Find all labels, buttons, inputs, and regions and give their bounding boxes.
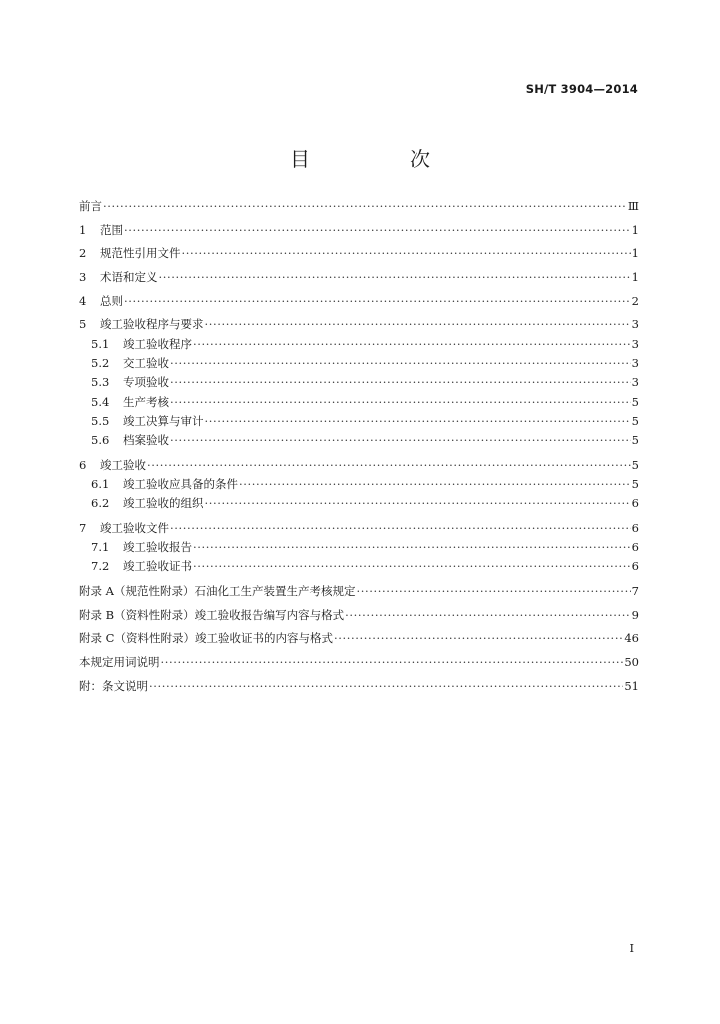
toc-entry-label: 竣工验收文件 [100,520,169,535]
toc-entry [79,375,639,390]
toc-leader-dots [170,433,631,448]
toc-entry-page: 3 [631,375,639,390]
toc-entry [79,584,639,599]
toc-entry-label: 竣工验收应具备的条件 [123,477,238,492]
toc-entry [79,337,639,352]
toc-leader-dots [193,337,631,352]
toc-leader-dots [345,608,631,623]
toc-leader-dots [205,317,631,332]
toc-entry-page: 3 [631,336,639,351]
toc-entry-page: 6 [631,520,639,535]
toc-entry-page: 1 [631,246,639,261]
page-title: 目 次 [290,147,470,171]
toc-entry-page: 46 [624,631,639,646]
toc-entry-page: 1 [631,270,639,285]
toc-entry-label: 交工验收 [123,356,169,371]
toc-entry-label: 档案验收 [123,433,169,448]
toc-entry [79,395,639,410]
toc-entry-page: 5 [631,394,639,409]
toc-entry-label: 竣工验收 [100,457,146,472]
toc-entry [79,294,639,309]
toc-entry-label: 生产考核 [123,394,169,409]
standard-code: SH/T 3904—2014 [525,82,638,96]
table-of-contents [79,199,639,694]
toc-leader-dots [170,375,631,390]
toc-entry-number: 6.2 [91,496,110,511]
toc-entry-number: 5.4 [91,394,110,409]
toc-entry [79,199,639,214]
toc-entry-page: 5 [631,433,639,448]
toc-entry [79,608,639,623]
toc-entry-page: 3 [631,317,639,332]
toc-entry-label: 术语和定义 [100,270,158,285]
toc-entry-label: 附录 C（资料性附录）竣工验收证书的内容与格式 [79,631,333,646]
toc-entry-number: 6 [79,457,87,472]
toc-leader-dots [147,458,631,473]
toc-entry-label: 附录 A（规范性附录）石油化工生产装置生产考核规定 [79,583,356,598]
toc-entry-page: 50 [624,654,639,669]
toc-entry [79,521,639,536]
toc-entry [79,679,639,694]
toc-leader-dots [193,559,631,574]
toc-entry-label: 竣工验收程序 [123,336,192,351]
toc-entry [79,458,639,473]
toc-entry-label: 范围 [100,222,123,237]
toc-entry-number: 2 [79,246,87,261]
toc-entry [79,559,639,574]
toc-leader-dots [170,356,631,371]
toc-entry-number: 5.6 [91,433,110,448]
toc-entry-number: 4 [79,293,87,308]
toc-entry-number: 5 [79,317,87,332]
toc-leader-dots [193,540,631,555]
toc-entry-label: 附：条文说明 [79,678,148,693]
toc-entry-label: 竣工验收程序与要求 [100,317,204,332]
toc-entry-label: 专项验收 [123,375,169,390]
toc-leader-dots [124,223,631,238]
toc-entry-page: 1 [631,222,639,237]
toc-entry-label: 本规定用词说明 [79,654,160,669]
toc-leader-dots [334,631,623,646]
toc-entry-page: 9 [631,607,639,622]
toc-entry [79,655,639,670]
toc-entry-number: 6.1 [91,477,110,492]
toc-entry [79,246,639,261]
toc-leader-dots [103,199,627,214]
toc-entry-page: 5 [631,413,639,428]
toc-entry-number: 5.3 [91,375,110,390]
toc-entry-label: 附录 B（资料性附录）竣工验收报告编写内容与格式 [79,607,345,622]
toc-entry-number: 7.2 [91,559,110,574]
toc-leader-dots [170,521,631,536]
toc-entry [79,433,639,448]
toc-entry-page: 7 [631,583,639,598]
toc-leader-dots [205,414,631,429]
toc-entry-label: 竣工决算与审计 [123,413,204,428]
toc-entry-page: 6 [631,559,639,574]
toc-entry [79,540,639,555]
toc-entry [79,356,639,371]
page-number: I [629,941,634,955]
toc-entry [79,317,639,332]
toc-entry-number: 3 [79,270,87,285]
toc-entry-page: Ⅲ [627,199,639,213]
toc-entry-number: 5.5 [91,413,110,428]
toc-entry-label: 总则 [100,293,123,308]
toc-entry [79,270,639,285]
toc-entry-page: 5 [631,477,639,492]
toc-entry-label: 竣工验收证书 [123,559,192,574]
toc-entry [79,631,639,646]
toc-entry-label: 规范性引用文件 [100,246,181,261]
toc-entry-number: 7 [79,520,87,535]
toc-leader-dots [124,294,631,309]
toc-leader-dots [159,270,631,285]
toc-entry [79,414,639,429]
toc-entry-page: 6 [631,496,639,511]
toc-leader-dots [161,655,624,670]
toc-entry-number: 5.2 [91,356,110,371]
toc-entry-label: 竣工验收报告 [123,540,192,555]
toc-leader-dots [182,246,631,261]
toc-entry-page: 6 [631,540,639,555]
toc-entry [79,223,639,238]
toc-entry [79,477,639,492]
toc-entry-number: 1 [79,222,87,237]
toc-leader-dots [149,679,623,694]
toc-entry-page: 3 [631,356,639,371]
toc-entry-number: 5.1 [91,336,110,351]
toc-leader-dots [205,496,631,511]
toc-leader-dots [170,395,631,410]
toc-entry-label: 竣工验收的组织 [123,496,204,511]
toc-leader-dots [239,477,631,492]
toc-entry-label: 前言 [79,199,102,213]
toc-entry [79,496,639,511]
toc-entry-page: 2 [631,293,639,308]
toc-entry-page: 5 [631,457,639,472]
toc-entry-number: 7.1 [91,540,110,555]
toc-leader-dots [356,584,630,599]
toc-entry-page: 51 [624,678,639,693]
